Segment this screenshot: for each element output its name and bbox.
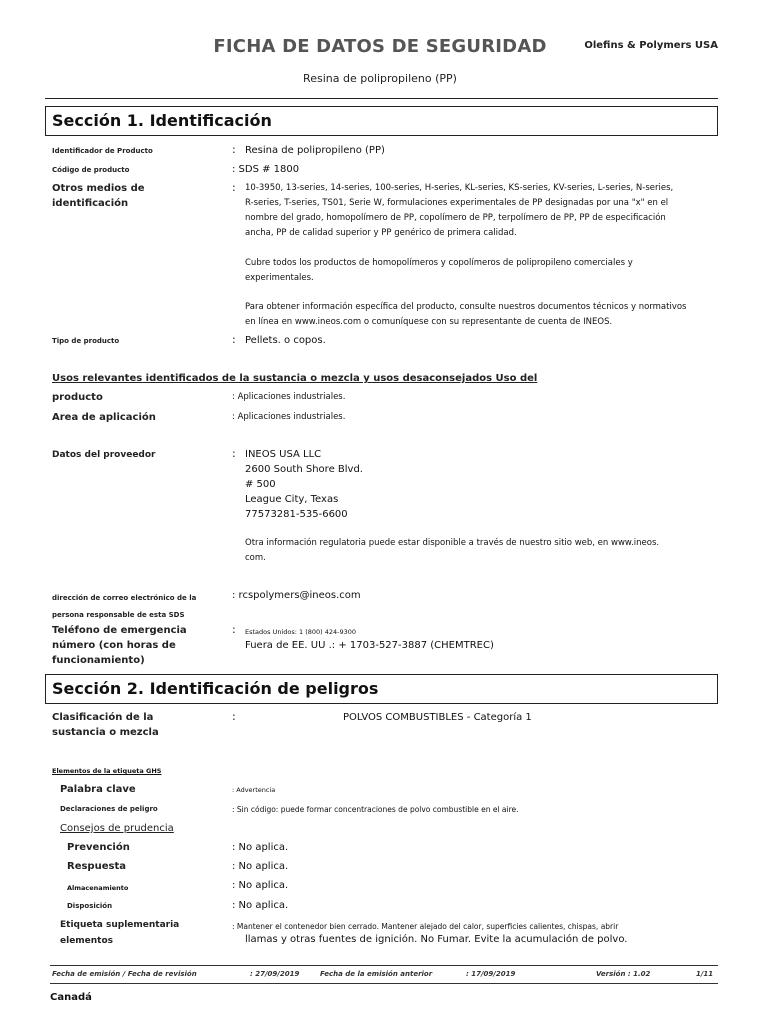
- brand-name: Olefins & Polymers USA: [584, 40, 718, 51]
- email-label-line: persona responsable de esta SDS: [52, 611, 185, 619]
- other-means-note: [245, 256, 715, 286]
- emergency-outside-phone: Fuera de EE. UU .: + 1703-527-3887 (CHEMTREC): [245, 640, 494, 651]
- precautionary-heading: Consejos de prudencia: [60, 823, 174, 834]
- classification-label: [52, 710, 159, 740]
- supplier-line: 77573281-535-6600: [245, 509, 348, 520]
- supplementary-line-1: : Mantener el contenedor bien cerrado. Mantener alejado del calor, superficies calientes, chispas, abrir: [232, 922, 619, 931]
- email-value: : rcspolymers@ineos.com: [232, 590, 361, 601]
- previous-issue-value: : 17/09/2019: [466, 970, 516, 978]
- supplementary-label-line: Etiqueta suplementaria: [60, 920, 180, 930]
- colon: :: [232, 710, 236, 723]
- classification-label-line: sustancia o mezcla: [52, 727, 159, 738]
- classification-label-line: Clasificación de la: [52, 712, 154, 723]
- emergency-label-line: Teléfono de emergencia: [52, 625, 187, 636]
- product-identifier-value: Resina de polipropileno (PP): [245, 145, 385, 156]
- other-means-line: 10-3950, 13-series, 14-series, 100-series, H-series, KL-series, KS-series, KV-series, L-series, N-series,: [245, 183, 674, 193]
- emergency-label-line: funcionamiento): [52, 655, 145, 666]
- relevant-uses-heading: Usos relevantes identificados de la sustancia o mezcla y usos desaconsejados Uso del: [52, 373, 538, 384]
- signal-word-label: Palabra clave: [60, 784, 136, 795]
- version-label: Versión : 1.02: [596, 970, 651, 978]
- emergency-us-phone: Estados Unidos: 1 (800) 424-9300: [245, 628, 357, 636]
- hazard-statements-value: : Sin código: puede formar concentraciones de polvo combustible en el aire.: [232, 805, 519, 814]
- product-type-label: Tipo de producto: [52, 337, 120, 345]
- other-means-label-line: identificación: [52, 198, 129, 209]
- product-use-label: producto: [52, 392, 103, 403]
- colon: :: [232, 143, 236, 156]
- other-means-line: nombre del grado, homopolímero de PP, copolímero de PP, terpolímero de PP, PP de especificación: [245, 213, 666, 223]
- other-means-label-line: Otros medios de: [52, 183, 145, 194]
- application-area-value: : Aplicaciones industriales.: [232, 412, 346, 422]
- prevention-value: : No aplica.: [232, 842, 289, 853]
- other-means-label: [52, 181, 145, 211]
- application-area-label: Area de aplicación: [52, 412, 156, 423]
- supplier-address: [245, 447, 363, 522]
- supplementary-label: [60, 917, 179, 949]
- email-label-line: dirección de correo electrónico de la: [52, 594, 197, 602]
- previous-issue-label: Fecha de la emisión anterior: [320, 970, 433, 978]
- product-code-label: Código de producto: [52, 166, 130, 174]
- issue-date-label: Fecha de emisión / Fecha de revisión: [52, 970, 197, 978]
- colon: :: [232, 447, 236, 460]
- product-code-value: : SDS # 1800: [232, 164, 300, 175]
- response-value: : No aplica.: [232, 861, 289, 872]
- header-divider: [45, 98, 718, 99]
- supplier-line: League City, Texas: [245, 494, 339, 505]
- classification-value: POLVOS COMBUSTIBLES - Categoría 1: [343, 712, 532, 723]
- other-means-info: [245, 300, 715, 330]
- emergency-label: [52, 623, 187, 668]
- colon: :: [232, 181, 236, 194]
- country-label: Canadá: [50, 992, 92, 1003]
- signal-word-value: : Advertencia: [232, 786, 276, 794]
- document-title: FICHA DE DATOS DE SEGURIDAD: [213, 36, 547, 57]
- disposal-value: : No aplica.: [232, 900, 289, 911]
- prevention-label: Prevención: [67, 842, 130, 853]
- hazard-statements-label: Declaraciones de peligro: [60, 805, 158, 813]
- supplementary-line-2: llamas y otras fuentes de ignición. No Fumar. Evite la acumulación de polvo.: [245, 934, 628, 945]
- supplier-note: [245, 536, 715, 566]
- product-use-value: : Aplicaciones industriales.: [232, 392, 346, 402]
- document-subtitle: Resina de polipropileno (PP): [303, 72, 457, 85]
- product-identifier-label: Identificador de Producto: [52, 147, 153, 155]
- supplier-note-line: com.: [245, 553, 266, 563]
- storage-value: : No aplica.: [232, 880, 289, 891]
- product-type-value: Pellets. o copos.: [245, 335, 326, 346]
- supplier-note-line: Otra información regulatoria puede estar disponible a través de nuestro sitio web, en www.ineos.: [245, 538, 660, 548]
- storage-label: Almacenamiento: [67, 884, 129, 892]
- section-2-heading: Sección 2. Identificación de peligros: [45, 674, 718, 704]
- other-means-text: [245, 181, 715, 241]
- ghs-heading: Elementos de la etiqueta GHS: [52, 767, 162, 775]
- other-means-line: ancha, PP de calidad superior y PP genérico de primera calidad.: [245, 228, 517, 238]
- other-means-line: R-series, T-series, TS01, Serie W, formulaciones experimentales de PP designadas por una "x" en el: [245, 198, 669, 208]
- supplier-line: 2600 South Shore Blvd.: [245, 464, 363, 475]
- other-means-note-line: Cubre todos los productos de homopolímeros y copolímeros de polipropileno comerciales y: [245, 258, 633, 268]
- disposal-label: Disposición: [67, 902, 113, 910]
- supplier-line: # 500: [245, 479, 276, 490]
- other-means-info-line: Para obtener información específica del producto, consulte nuestros documentos técnicos y normativos: [245, 302, 687, 312]
- email-label: [52, 590, 196, 624]
- page-number: 1/11: [696, 970, 714, 978]
- supplier-line: INEOS USA LLC: [245, 449, 322, 460]
- supplier-label: Datos del proveedor: [52, 450, 156, 460]
- page-footer: [50, 965, 718, 984]
- other-means-note-line: experimentales.: [245, 273, 314, 283]
- other-means-info-line: en línea en www.ineos.com o comuníquese con su representante de cuenta de INEOS.: [245, 317, 613, 327]
- response-label: Respuesta: [67, 861, 126, 872]
- colon: :: [232, 333, 236, 346]
- emergency-label-line: número (con horas de: [52, 640, 176, 651]
- colon: :: [232, 623, 236, 636]
- supplementary-label-line: elementos: [60, 936, 114, 946]
- section-1-heading: Sección 1. Identificación: [45, 106, 718, 136]
- issue-date-value: : 27/09/2019: [250, 970, 300, 978]
